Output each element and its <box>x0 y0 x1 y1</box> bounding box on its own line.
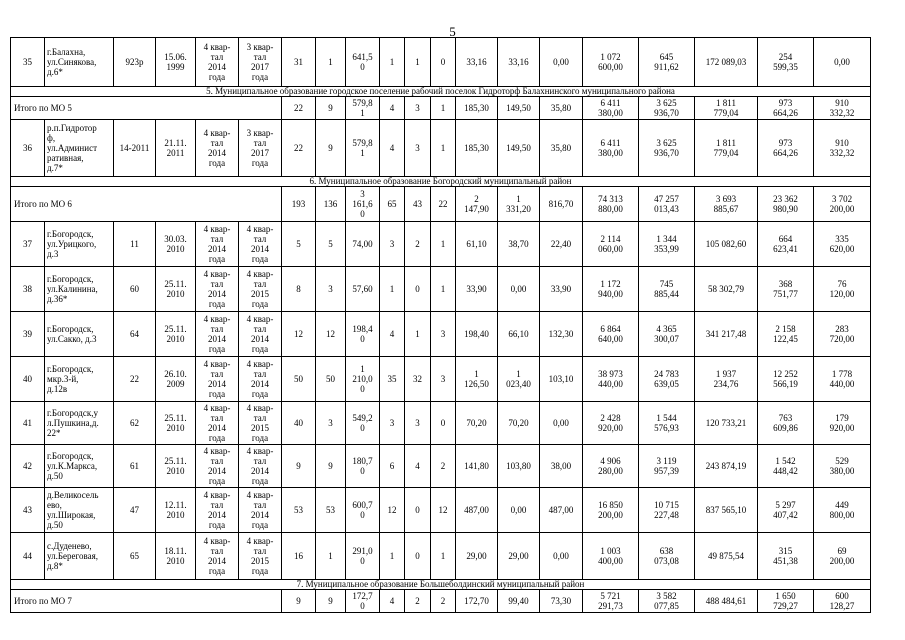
cost-local-cell: 2 158 122,45 <box>758 312 814 357</box>
cost-extra-cell: 0,00 <box>814 38 871 87</box>
planned-end-cell: 4 квар- тал 2014 года <box>239 222 282 267</box>
cost-fund-cell: 1 344 353,99 <box>639 222 695 267</box>
planned-end-cell: 4 квар- тал 2015 года <box>239 402 282 445</box>
cost-extra-cell: 449 800,00 <box>814 488 871 533</box>
cost-regional-cell: 58 302,79 <box>695 267 758 312</box>
recognition-date-cell: 15.06. 1999 <box>156 38 196 87</box>
area-total-cell: 33,90 <box>456 267 498 312</box>
residents-resettle-cell: 5 <box>316 222 346 267</box>
rooms-municipal-cell: 1 <box>431 120 456 177</box>
document-number-cell: 14-2011 <box>114 120 156 177</box>
cost-local-cell: 763 609,86 <box>758 402 814 445</box>
rooms-private-cell: 3 <box>405 402 431 445</box>
table-row <box>11 445 871 488</box>
cost-regional-cell: 1 811 779,04 <box>695 120 758 177</box>
area-municipal-cell: 487,00 <box>540 488 583 533</box>
address-cell: г.Балахна, ул.Синякова, д.6* <box>45 38 114 87</box>
cost-total-cell: 4 906 280,00 <box>583 445 639 488</box>
document-number-cell: 923р <box>114 38 156 87</box>
cost-local-cell: 368 751,77 <box>758 267 814 312</box>
rooms-municipal-cell: 1 <box>431 533 456 580</box>
recognition-date-cell: 25.11. 2010 <box>156 267 196 312</box>
cost-total-cell: 6 411 380,00 <box>583 120 639 177</box>
cost-regional-cell: 1 811 779,04 <box>695 97 758 120</box>
rooms-total-cell: 4 <box>380 590 405 613</box>
cost-fund-cell: 47 257 013,43 <box>639 187 695 222</box>
residents-resettle-cell: 1 <box>316 38 346 87</box>
planned-start-cell: 4 квар- тал 2014 года <box>196 533 239 580</box>
cost-regional-cell: 172 089,03 <box>695 38 758 87</box>
cost-extra-cell: 335 620,00 <box>814 222 871 267</box>
recognition-date-cell: 25.11. 2010 <box>156 312 196 357</box>
rooms-municipal-cell: 1 <box>431 222 456 267</box>
row-number: 42 <box>11 445 45 488</box>
cost-fund-cell: 10 715 227,48 <box>639 488 695 533</box>
row-number: 35 <box>11 38 45 87</box>
residents-count-cell: 16 <box>282 533 316 580</box>
area-total-cell: 172,70 <box>456 590 498 613</box>
planned-end-cell: 4 квар- тал 2015 года <box>239 533 282 580</box>
planned-start-cell: 4 квар- тал 2014 года <box>196 312 239 357</box>
page-number: 5 <box>449 24 456 39</box>
planned-start-cell: 4 квар- тал 2014 года <box>196 38 239 87</box>
cost-total-cell: 1 172 940,00 <box>583 267 639 312</box>
rooms-municipal-cell: 1 <box>431 97 456 120</box>
cost-total-cell: 2 114 060,00 <box>583 222 639 267</box>
residents-resettle-cell: 136 <box>316 187 346 222</box>
residents-count-cell: 50 <box>282 357 316 402</box>
area-private-cell: 1 331,20 <box>498 187 540 222</box>
section-header-row <box>11 177 871 187</box>
rooms-private-cell: 0 <box>405 488 431 533</box>
area-private-cell: 149,50 <box>498 97 540 120</box>
cost-local-cell: 973 664,26 <box>758 97 814 120</box>
rooms-total-cell: 3 <box>380 222 405 267</box>
area-cell: 3 161,6 0 <box>346 187 380 222</box>
area-private-cell: 66,10 <box>498 312 540 357</box>
rooms-private-cell: 32 <box>405 357 431 402</box>
area-cell: 172,7 0 <box>346 590 380 613</box>
area-total-cell: 198,40 <box>456 312 498 357</box>
area-total-cell: 185,30 <box>456 120 498 177</box>
document-number-cell: 11 <box>114 222 156 267</box>
table-row <box>11 312 871 357</box>
table-row <box>11 402 871 445</box>
cost-extra-cell: 910 332,32 <box>814 120 871 177</box>
area-cell: 57,60 <box>346 267 380 312</box>
total-row <box>11 187 871 222</box>
cost-extra-cell: 910 332,32 <box>814 97 871 120</box>
cost-fund-cell: 3 119 957,39 <box>639 445 695 488</box>
rooms-total-cell: 3 <box>380 402 405 445</box>
address-cell: с.Дуденево, ул.Береговая, д.8* <box>45 533 114 580</box>
row-number: 38 <box>11 267 45 312</box>
cost-total-cell: 6 864 640,00 <box>583 312 639 357</box>
rooms-private-cell: 1 <box>405 312 431 357</box>
area-municipal-cell: 132,30 <box>540 312 583 357</box>
table-row <box>11 38 871 87</box>
cost-regional-cell: 105 082,60 <box>695 222 758 267</box>
area-municipal-cell: 0,00 <box>540 402 583 445</box>
cost-fund-cell: 745 885,44 <box>639 267 695 312</box>
cost-fund-cell: 24 783 639,05 <box>639 357 695 402</box>
residents-resettle-cell: 9 <box>316 590 346 613</box>
cost-fund-cell: 638 073,08 <box>639 533 695 580</box>
area-cell: 641,5 0 <box>346 38 380 87</box>
residents-count-cell: 9 <box>282 590 316 613</box>
cost-fund-cell: 1 544 576,93 <box>639 402 695 445</box>
cost-regional-cell: 488 484,61 <box>695 590 758 613</box>
area-municipal-cell: 35,80 <box>540 120 583 177</box>
cost-extra-cell: 1 778 440,00 <box>814 357 871 402</box>
area-cell: 579,8 1 <box>346 120 380 177</box>
rooms-private-cell: 2 <box>405 222 431 267</box>
area-private-cell: 29,00 <box>498 533 540 580</box>
cost-regional-cell: 243 874,19 <box>695 445 758 488</box>
rooms-municipal-cell: 3 <box>431 357 456 402</box>
area-private-cell: 0,00 <box>498 267 540 312</box>
total-label: Итого по МО 7 <box>11 590 282 613</box>
cost-local-cell: 254 599,35 <box>758 38 814 87</box>
cost-fund-cell: 4 365 300,07 <box>639 312 695 357</box>
cost-total-cell: 6 411 380,00 <box>583 97 639 120</box>
row-number: 41 <box>11 402 45 445</box>
cost-local-cell: 23 362 980,90 <box>758 187 814 222</box>
row-number: 43 <box>11 488 45 533</box>
residents-resettle-cell: 53 <box>316 488 346 533</box>
planned-end-cell: 4 квар- тал 2015 года <box>239 267 282 312</box>
cost-local-cell: 1 542 448,42 <box>758 445 814 488</box>
area-total-cell: 29,00 <box>456 533 498 580</box>
document-number-cell: 64 <box>114 312 156 357</box>
planned-start-cell: 4 квар- тал 2014 года <box>196 267 239 312</box>
address-cell: г.Богородск, ул.Урицкого, д.3 <box>45 222 114 267</box>
area-total-cell: 33,16 <box>456 38 498 87</box>
planned-end-cell: 4 квар- тал 2014 года <box>239 312 282 357</box>
table-row <box>11 357 871 402</box>
section-title: 5. Муниципальное образование городское поселение рабочий поселок Гидроторф Балахнинского муниципального района <box>11 87 871 97</box>
planned-start-cell: 4 квар- тал 2014 года <box>196 120 239 177</box>
rooms-total-cell: 1 <box>380 267 405 312</box>
planned-end-cell: 3 квар- тал 2017 года <box>239 120 282 177</box>
area-total-cell: 1 126,50 <box>456 357 498 402</box>
residents-count-cell: 5 <box>282 222 316 267</box>
area-cell: 291,0 0 <box>346 533 380 580</box>
total-row <box>11 97 871 120</box>
rooms-municipal-cell: 1 <box>431 267 456 312</box>
table-row <box>11 533 871 580</box>
table-row <box>11 267 871 312</box>
area-cell: 180,7 0 <box>346 445 380 488</box>
residents-count-cell: 31 <box>282 38 316 87</box>
area-cell: 579,8 1 <box>346 97 380 120</box>
planned-start-cell: 4 квар- тал 2014 года <box>196 445 239 488</box>
area-total-cell: 2 147,90 <box>456 187 498 222</box>
residents-resettle-cell: 12 <box>316 312 346 357</box>
residents-resettle-cell: 9 <box>316 120 346 177</box>
area-cell: 1 210,0 0 <box>346 357 380 402</box>
resettlement-table <box>10 37 871 613</box>
residents-count-cell: 22 <box>282 97 316 120</box>
area-municipal-cell: 33,90 <box>540 267 583 312</box>
cost-extra-cell: 179 920,00 <box>814 402 871 445</box>
rooms-municipal-cell: 12 <box>431 488 456 533</box>
rooms-private-cell: 1 <box>405 38 431 87</box>
recognition-date-cell: 25.11. 2010 <box>156 402 196 445</box>
rooms-total-cell: 4 <box>380 97 405 120</box>
rooms-municipal-cell: 2 <box>431 445 456 488</box>
area-municipal-cell: 0,00 <box>540 38 583 87</box>
area-municipal-cell: 0,00 <box>540 533 583 580</box>
area-municipal-cell: 816,70 <box>540 187 583 222</box>
area-private-cell: 103,80 <box>498 445 540 488</box>
area-private-cell: 38,70 <box>498 222 540 267</box>
area-private-cell: 99,40 <box>498 590 540 613</box>
area-private-cell: 33,16 <box>498 38 540 87</box>
rooms-private-cell: 3 <box>405 120 431 177</box>
row-number: 36 <box>11 120 45 177</box>
cost-regional-cell: 341 217,48 <box>695 312 758 357</box>
area-total-cell: 61,10 <box>456 222 498 267</box>
document-number-cell: 47 <box>114 488 156 533</box>
planned-end-cell: 4 квар- тал 2014 года <box>239 488 282 533</box>
recognition-date-cell: 12.11. 2010 <box>156 488 196 533</box>
total-label: Итого по МО 6 <box>11 187 282 222</box>
planned-end-cell: 3 квар- тал 2017 года <box>239 38 282 87</box>
rooms-municipal-cell: 22 <box>431 187 456 222</box>
residents-count-cell: 53 <box>282 488 316 533</box>
section-header-row <box>11 580 871 590</box>
cost-fund-cell: 645 911,62 <box>639 38 695 87</box>
residents-count-cell: 8 <box>282 267 316 312</box>
area-cell: 74,00 <box>346 222 380 267</box>
section-title: 6. Муниципальное образование Богородский муниципальный район <box>11 177 871 187</box>
document-number-cell: 22 <box>114 357 156 402</box>
rooms-total-cell: 4 <box>380 120 405 177</box>
document-number-cell: 65 <box>114 533 156 580</box>
cost-extra-cell: 69 200,00 <box>814 533 871 580</box>
area-total-cell: 487,00 <box>456 488 498 533</box>
planned-start-cell: 4 квар- тал 2014 года <box>196 222 239 267</box>
area-cell: 600,7 0 <box>346 488 380 533</box>
rooms-total-cell: 4 <box>380 312 405 357</box>
cost-regional-cell: 120 733,21 <box>695 402 758 445</box>
cost-total-cell: 38 973 440,00 <box>583 357 639 402</box>
row-number: 40 <box>11 357 45 402</box>
area-total-cell: 185,30 <box>456 97 498 120</box>
area-municipal-cell: 73,30 <box>540 590 583 613</box>
cost-extra-cell: 283 720,00 <box>814 312 871 357</box>
cost-local-cell: 315 451,38 <box>758 533 814 580</box>
rooms-private-cell: 3 <box>405 97 431 120</box>
residents-resettle-cell: 1 <box>316 533 346 580</box>
cost-local-cell: 664 623,41 <box>758 222 814 267</box>
cost-extra-cell: 76 120,00 <box>814 267 871 312</box>
cost-local-cell: 1 650 729,27 <box>758 590 814 613</box>
total-row <box>11 590 871 613</box>
address-cell: г.Богородск, ул.Калинина, д.36* <box>45 267 114 312</box>
recognition-date-cell: 21.11. 2011 <box>156 120 196 177</box>
residents-resettle-cell: 9 <box>316 445 346 488</box>
residents-count-cell: 9 <box>282 445 316 488</box>
residents-count-cell: 22 <box>282 120 316 177</box>
cost-regional-cell: 837 565,10 <box>695 488 758 533</box>
rooms-private-cell: 2 <box>405 590 431 613</box>
area-total-cell: 70,20 <box>456 402 498 445</box>
section-header-row <box>11 87 871 97</box>
recognition-date-cell: 18.11. 2010 <box>156 533 196 580</box>
area-private-cell: 1 023,40 <box>498 357 540 402</box>
rooms-municipal-cell: 0 <box>431 38 456 87</box>
rooms-municipal-cell: 3 <box>431 312 456 357</box>
area-municipal-cell: 38,00 <box>540 445 583 488</box>
planned-start-cell: 4 квар- тал 2014 года <box>196 357 239 402</box>
rooms-private-cell: 4 <box>405 445 431 488</box>
rooms-private-cell: 0 <box>405 267 431 312</box>
residents-resettle-cell: 9 <box>316 97 346 120</box>
table-row <box>11 222 871 267</box>
document-number-cell: 60 <box>114 267 156 312</box>
address-cell: г.Богородск, ул.Сакко, д.3 <box>45 312 114 357</box>
address-cell: г.Богородск, мкр.3-й, д.12в <box>45 357 114 402</box>
cost-extra-cell: 600 128,27 <box>814 590 871 613</box>
rooms-total-cell: 35 <box>380 357 405 402</box>
planned-start-cell: 4 квар- тал 2014 года <box>196 402 239 445</box>
area-private-cell: 0,00 <box>498 488 540 533</box>
rooms-total-cell: 1 <box>380 38 405 87</box>
cost-fund-cell: 3 625 936,70 <box>639 120 695 177</box>
rooms-municipal-cell: 2 <box>431 590 456 613</box>
cost-total-cell: 1 072 600,00 <box>583 38 639 87</box>
cost-extra-cell: 3 702 200,00 <box>814 187 871 222</box>
rooms-total-cell: 12 <box>380 488 405 533</box>
table-row <box>11 120 871 177</box>
residents-count-cell: 193 <box>282 187 316 222</box>
area-municipal-cell: 35,80 <box>540 97 583 120</box>
cost-total-cell: 74 313 880,00 <box>583 187 639 222</box>
total-label: Итого по МО 5 <box>11 97 282 120</box>
recognition-date-cell: 25.11. 2010 <box>156 445 196 488</box>
cost-regional-cell: 1 937 234,76 <box>695 357 758 402</box>
section-title: 7. Муниципальное образование Большеболдинский муниципальный район <box>11 580 871 590</box>
recognition-date-cell: 26.10. 2009 <box>156 357 196 402</box>
document-number-cell: 62 <box>114 402 156 445</box>
recognition-date-cell: 30.03. 2010 <box>156 222 196 267</box>
planned-end-cell: 4 квар- тал 2014 года <box>239 357 282 402</box>
cost-regional-cell: 49 875,54 <box>695 533 758 580</box>
rooms-private-cell: 0 <box>405 533 431 580</box>
residents-resettle-cell: 3 <box>316 402 346 445</box>
rooms-total-cell: 6 <box>380 445 405 488</box>
area-municipal-cell: 103,10 <box>540 357 583 402</box>
cost-total-cell: 2 428 920,00 <box>583 402 639 445</box>
cost-extra-cell: 529 380,00 <box>814 445 871 488</box>
area-total-cell: 141,80 <box>456 445 498 488</box>
area-cell: 549,2 0 <box>346 402 380 445</box>
area-private-cell: 70,20 <box>498 402 540 445</box>
residents-count-cell: 40 <box>282 402 316 445</box>
document-number-cell: 61 <box>114 445 156 488</box>
cost-fund-cell: 3 582 077,85 <box>639 590 695 613</box>
cost-regional-cell: 3 693 885,67 <box>695 187 758 222</box>
residents-count-cell: 12 <box>282 312 316 357</box>
cost-local-cell: 5 297 407,42 <box>758 488 814 533</box>
row-number: 44 <box>11 533 45 580</box>
cost-total-cell: 16 850 200,00 <box>583 488 639 533</box>
cost-total-cell: 1 003 400,00 <box>583 533 639 580</box>
area-private-cell: 149,50 <box>498 120 540 177</box>
address-cell: г.Богородск,у л.Пушкина,д. 22* <box>45 402 114 445</box>
cost-fund-cell: 3 625 936,70 <box>639 97 695 120</box>
rooms-total-cell: 65 <box>380 187 405 222</box>
planned-start-cell: 4 квар- тал 2014 года <box>196 488 239 533</box>
cost-local-cell: 973 664,26 <box>758 120 814 177</box>
cost-local-cell: 12 252 566,19 <box>758 357 814 402</box>
cost-total-cell: 5 721 291,73 <box>583 590 639 613</box>
area-municipal-cell: 22,40 <box>540 222 583 267</box>
rooms-total-cell: 1 <box>380 533 405 580</box>
area-cell: 198,4 0 <box>346 312 380 357</box>
rooms-municipal-cell: 0 <box>431 402 456 445</box>
row-number: 39 <box>11 312 45 357</box>
table-row <box>11 488 871 533</box>
residents-resettle-cell: 3 <box>316 267 346 312</box>
address-cell: д.Великосель ево, ул.Широкая, д.50 <box>45 488 114 533</box>
residents-resettle-cell: 50 <box>316 357 346 402</box>
row-number: 37 <box>11 222 45 267</box>
planned-end-cell: 4 квар- тал 2014 года <box>239 445 282 488</box>
address-cell: р.п.Гидротор ф, ул.Админист ративная, д.7* <box>45 120 114 177</box>
rooms-private-cell: 43 <box>405 187 431 222</box>
address-cell: г.Богородск, ул.К.Маркса, д.50 <box>45 445 114 488</box>
